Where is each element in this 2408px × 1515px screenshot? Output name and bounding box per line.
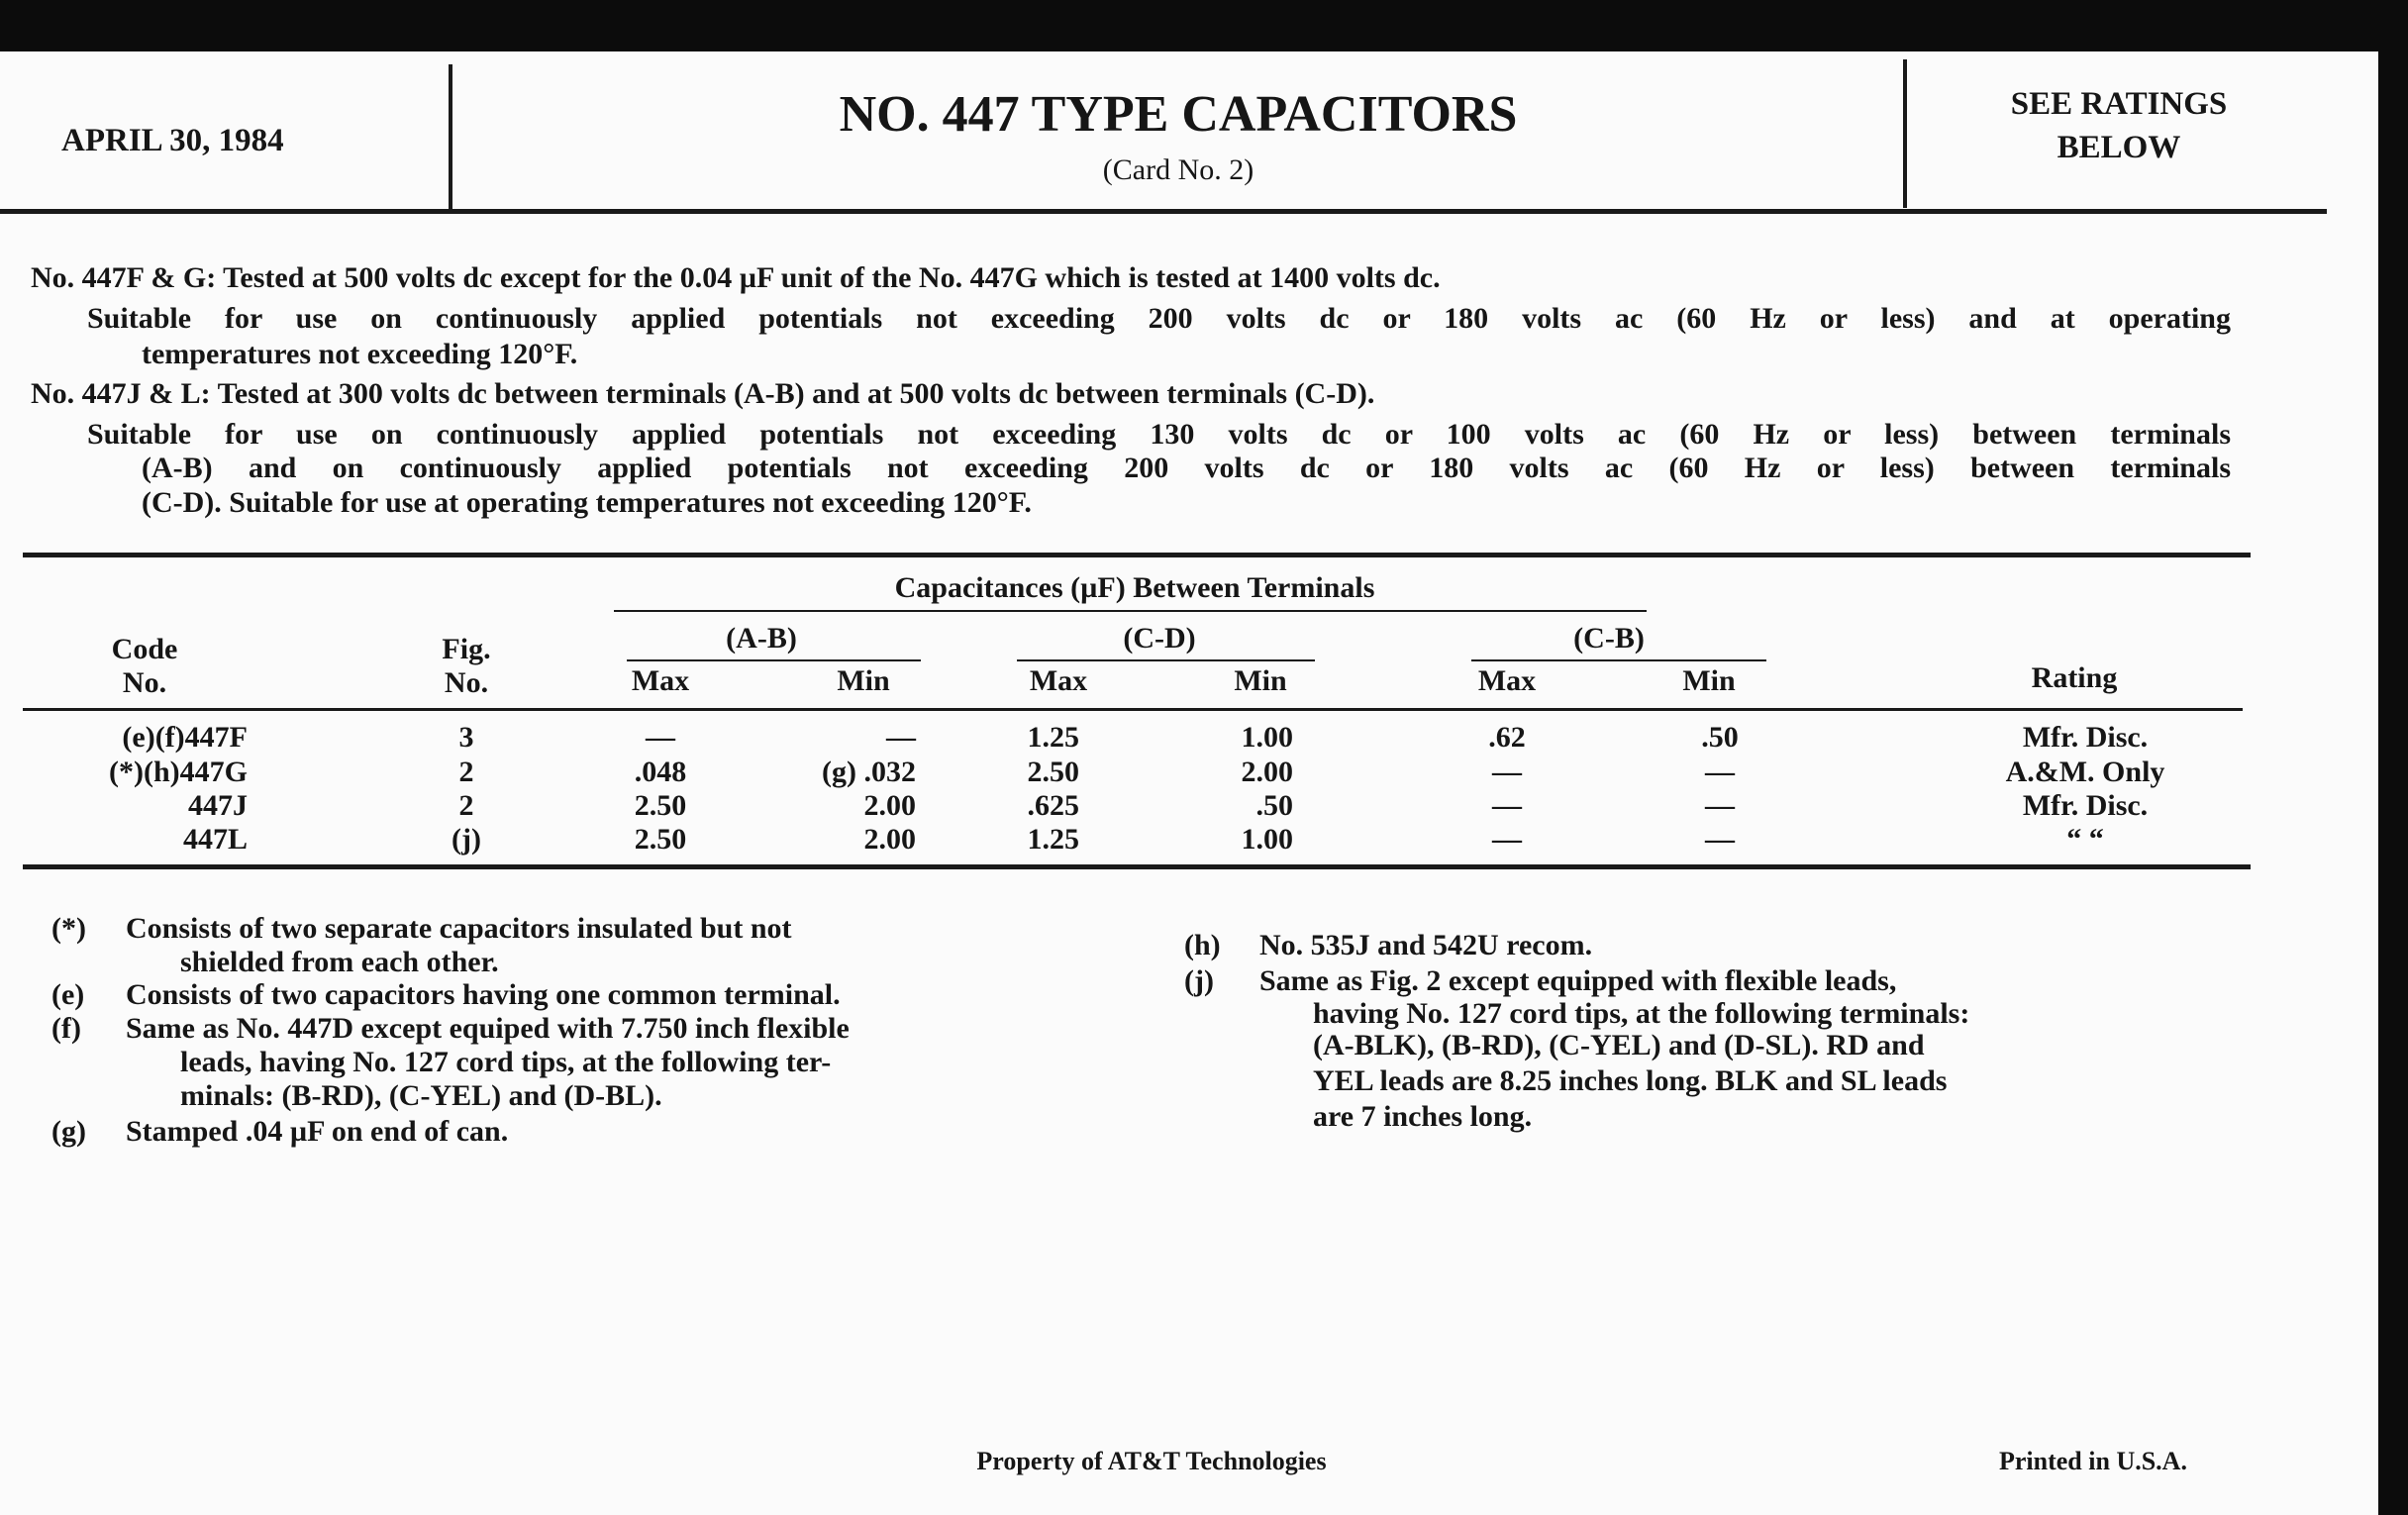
card-number: (Card No. 2) <box>1102 153 1254 186</box>
terminals-ab-underline <box>627 659 921 661</box>
cell-cd-min: 1.00 <box>1241 721 1293 754</box>
footnote-key: (j) <box>1184 964 1214 997</box>
col-fig-header: Fig. <box>442 633 491 665</box>
terminals-cb-header: (C-B) <box>1573 622 1645 655</box>
cell-fig: (j) <box>452 823 481 856</box>
page-title: NO. 447 TYPE CAPACITORS <box>839 86 1518 143</box>
cell-cd-max: 1.25 <box>1027 721 1079 754</box>
property-notice: Property of AT&T Technologies <box>976 1447 1327 1475</box>
cell-code: (*)(h)447G <box>109 756 248 788</box>
cell-cb-max: — <box>1492 756 1522 788</box>
col-rating-header: Rating <box>2031 661 2118 694</box>
cell-fig: 2 <box>458 756 474 788</box>
cell-ab-min: 2.00 <box>863 789 916 822</box>
cell-ab-min: 2.00 <box>863 823 916 856</box>
cell-cb-max: — <box>1492 789 1522 822</box>
col-cb-max-header: Max <box>1477 664 1537 697</box>
cell-ab-max: — <box>646 721 675 754</box>
footnote-text: Same as Fig. 2 except equipped with flexible leads, <box>1259 964 1897 997</box>
footnote-text: are 7 inches long. <box>1313 1100 1533 1133</box>
footnote-text: leads, having No. 127 cord tips, at the following ter- <box>180 1046 832 1078</box>
col-cd-min-header: Min <box>1234 664 1287 697</box>
footnote-key: (e) <box>51 978 85 1011</box>
cell-cb-max: .62 <box>1488 721 1526 754</box>
cell-ab-max: .048 <box>634 756 687 788</box>
cell-cd-min: .50 <box>1255 789 1293 822</box>
header-divider-left <box>449 64 452 213</box>
cell-cd-max: 1.25 <box>1027 823 1079 856</box>
printed-notice: Printed in U.S.A. <box>1999 1447 2187 1475</box>
cell-ab-min: — <box>886 721 916 754</box>
note-447jl-test: No. 447J & L: Tested at 300 volts dc between terminals (A-B) and at 500 volts dc between terminals (C-D). <box>31 377 1375 410</box>
cell-cd-max: 2.50 <box>1027 756 1079 788</box>
footnote-text: Same as No. 447D except equiped with 7.750 inch flexible <box>126 1012 850 1045</box>
col-cb-min-header: Min <box>1682 664 1736 697</box>
cell-rating: Mfr. Disc. <box>2022 789 2149 822</box>
cell-fig: 3 <box>458 721 474 754</box>
cell-code: 447L <box>182 823 248 856</box>
scan-border-top <box>0 0 2408 51</box>
col-code-header-no: No. <box>122 666 167 699</box>
cell-rating: A.&M. Only <box>2005 756 2165 788</box>
cell-ab-max: 2.50 <box>634 823 687 856</box>
table-bottom-rule <box>23 864 2251 869</box>
col-code-header: Code <box>111 633 178 665</box>
cell-cb-min: — <box>1705 789 1735 822</box>
col-cd-max-header: Max <box>1029 664 1088 697</box>
card-date: APRIL 30, 1984 <box>61 123 284 158</box>
note-447jl-suitable: Suitable for use on continuously applied potentials not exceeding 130 volts dc or 100 volts ac (60 Hz or less) between terminals <box>87 418 2231 451</box>
footnote-text: No. 535J and 542U recom. <box>1259 929 1593 961</box>
footnote-text: minals: (B-RD), (C-YEL) and (D-BL). <box>180 1079 662 1112</box>
footnote-key: (*) <box>51 912 86 945</box>
cell-code: (e)(f)447F <box>122 721 248 754</box>
note-447jl-suitable-cont2: (C-D). Suitable for use at operating temperatures not exceeding 120°F. <box>142 486 1032 519</box>
cell-rating: “ “ <box>2066 823 2104 856</box>
see-ratings-line1: SEE RATINGS <box>2010 86 2228 122</box>
cell-code: 447J <box>188 789 248 822</box>
header-rule <box>0 209 2327 214</box>
cell-cb-min: — <box>1705 756 1735 788</box>
footnote-text: (A-BLK), (B-RD), (C-YEL) and (D-SL). RD and <box>1313 1029 1925 1061</box>
footnote-key: (h) <box>1184 929 1221 961</box>
scan-border-right <box>2378 0 2408 1515</box>
capacitances-underline <box>614 610 1647 612</box>
cell-cb-min: — <box>1705 823 1735 856</box>
footnote-text: having No. 127 cord tips, at the following terminals: <box>1313 997 1970 1030</box>
col-ab-min-header: Min <box>837 664 890 697</box>
col-ab-max-header: Max <box>631 664 690 697</box>
terminals-cd-underline <box>1017 659 1315 661</box>
cell-cd-min: 2.00 <box>1241 756 1293 788</box>
terminals-cd-header: (C-D) <box>1123 622 1196 655</box>
table-top-rule <box>23 553 2251 557</box>
footnote-text: shielded from each other. <box>180 946 499 978</box>
footnote-key: (f) <box>51 1012 81 1045</box>
terminals-cb-underline <box>1471 659 1766 661</box>
cell-cb-max: — <box>1492 823 1522 856</box>
footnote-key: (g) <box>51 1115 86 1148</box>
see-ratings-line2: BELOW <box>2057 130 2181 165</box>
cell-fig: 2 <box>458 789 474 822</box>
table-header-rule <box>23 708 2243 711</box>
cell-cb-min: .50 <box>1701 721 1739 754</box>
note-447fg-test: No. 447F & G: Tested at 500 volts dc except for the 0.04 µF unit of the No. 447G which is tested at 1400 volts dc. <box>31 261 1441 294</box>
note-447fg-suitable-cont: temperatures not exceeding 120°F. <box>142 338 578 370</box>
cell-cd-max: .625 <box>1027 789 1079 822</box>
footnote-text: YEL leads are 8.25 inches long. BLK and SL leads <box>1313 1064 1948 1097</box>
cell-rating: Mfr. Disc. <box>2022 721 2149 754</box>
header-divider-right <box>1903 59 1907 208</box>
footnote-text: Consists of two separate capacitors insulated but not <box>126 912 792 945</box>
cell-ab-min: (g) .032 <box>822 756 916 788</box>
terminals-ab-header: (A-B) <box>726 622 797 655</box>
note-447jl-suitable-cont1: (A-B) and on continuously applied potentials not exceeding 200 volts dc or 180 volts ac (60 Hz or less) between terminals <box>142 452 2231 484</box>
footnote-text: Stamped .04 µF on end of can. <box>126 1115 509 1148</box>
cell-ab-max: 2.50 <box>634 789 687 822</box>
footnote-text: Consists of two capacitors having one common terminal. <box>126 978 841 1011</box>
capacitances-header: Capacitances (µF) Between Terminals <box>894 571 1375 604</box>
col-fig-header-no: No. <box>444 666 489 699</box>
note-447fg-suitable: Suitable for use on continuously applied potentials not exceeding 200 volts dc or 180 volts ac (60 Hz or less) and at operating <box>87 302 2231 335</box>
cell-cd-min: 1.00 <box>1241 823 1293 856</box>
